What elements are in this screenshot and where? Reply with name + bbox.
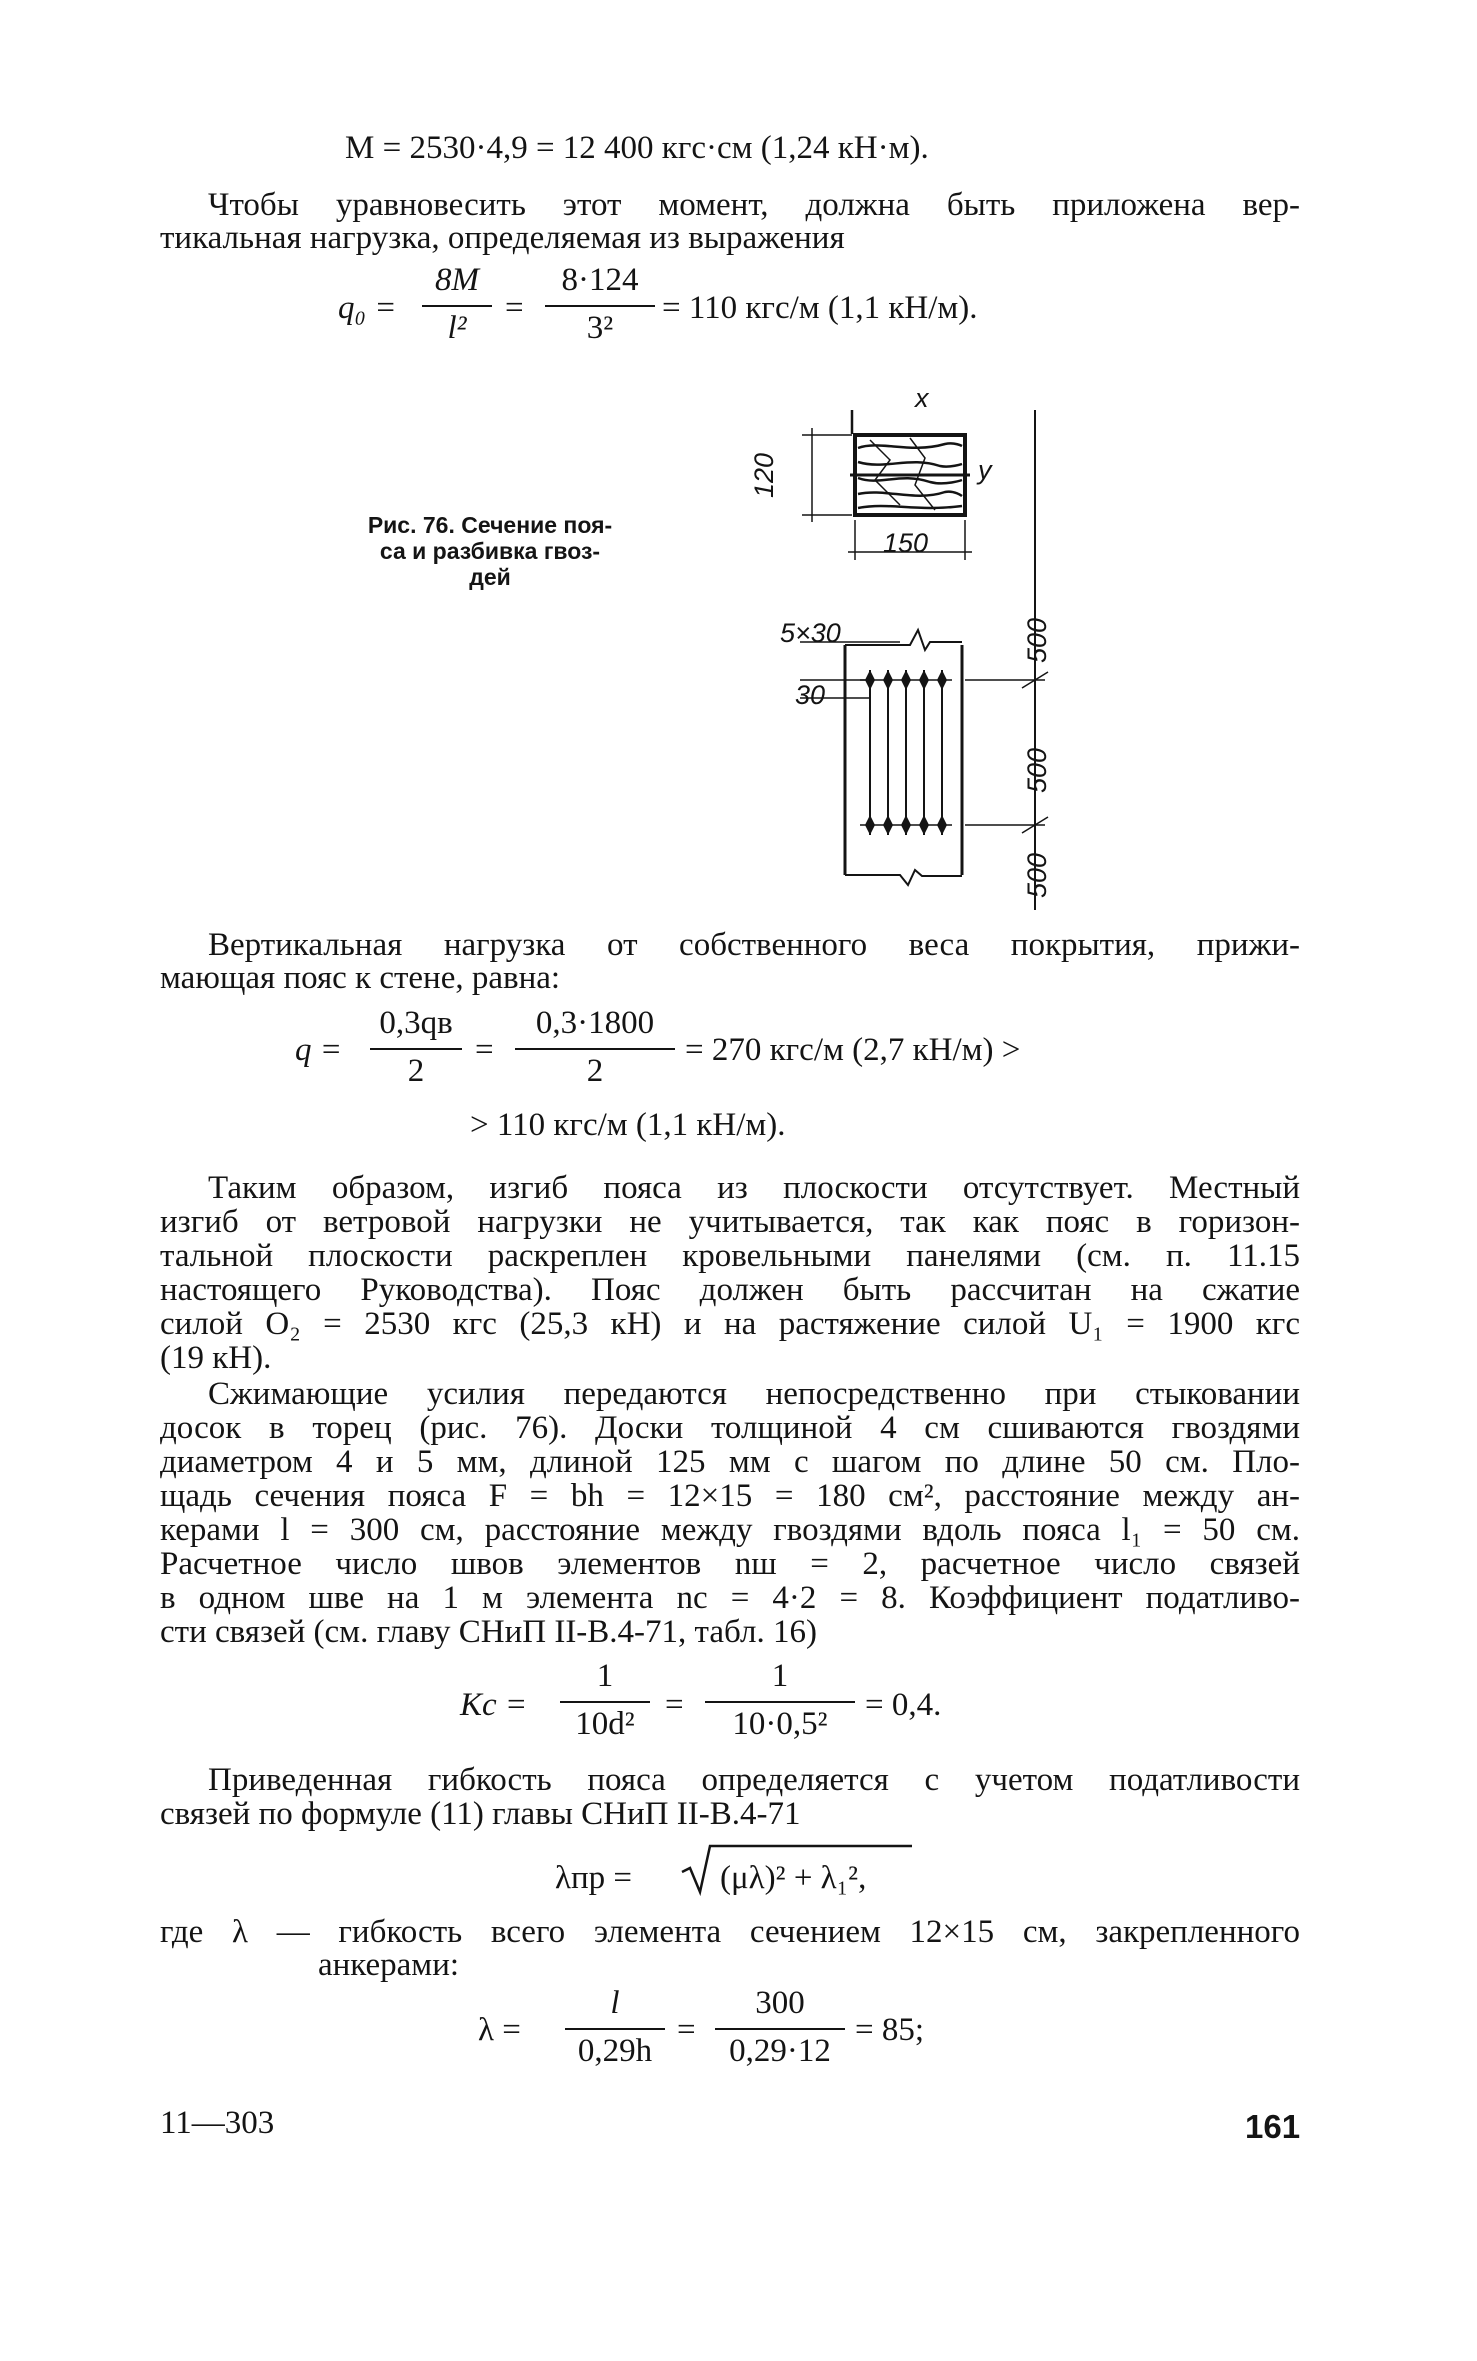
eq-q-den1: 2: [407, 1053, 425, 1089]
paragraph-4-line: керами l = 300 см, расстояние между гвоздями вдоль пояса l₁ = 50 см.: [160, 1512, 1300, 1548]
eq-lam-lhs: λ =: [478, 2012, 521, 2048]
eq-q-num2: 0,3·1800: [535, 1005, 655, 1041]
axis-x-label: x: [915, 383, 929, 413]
paragraph-3-line: настоящего Руководства). Пояс должен быть рассчитан на сжатие: [160, 1272, 1300, 1308]
dim-150: 150: [883, 528, 929, 558]
paragraph-4-line: сти связей (см. главу СНиП II-В.4-71, табл. 16): [160, 1614, 817, 1650]
eq-kc-bar2: [705, 1701, 855, 1703]
eq-lam-num1: l: [610, 1985, 620, 2021]
paragraph-2-line-2: мающая пояс к стене, равна:: [160, 960, 561, 996]
eq-lam-eq: =: [677, 2012, 696, 2048]
paragraph-5-line-2: связей по формуле (11) главы СНиП II-В.4-71: [160, 1796, 801, 1832]
eq-lam-bar2: [715, 2028, 845, 2030]
dim-30: 30: [795, 680, 826, 710]
eq-q0-lhs: q₀ =: [338, 290, 397, 326]
eq-kc-den1: 10d²: [575, 1706, 635, 1742]
eq-q0-num2: 8·124: [561, 262, 639, 298]
page-number: 161: [1245, 2108, 1301, 2145]
eq-q-continuation: > 110 кгс/м (1,1 кН/м).: [470, 1107, 786, 1143]
where-line-2: анкерами:: [318, 1947, 460, 1983]
axis-y-label: y: [978, 455, 992, 485]
eq-q0-den1: l²: [447, 310, 467, 346]
eq-q-bar1: [370, 1048, 462, 1050]
dim-500-top: 500: [1022, 617, 1053, 664]
eq-kc-num2: 1: [771, 1658, 789, 1694]
paragraph-3-line: силой O₂ = 2530 кгс (25,3 кН) и на растяжение силой U₁ = 1900 кгс: [160, 1306, 1300, 1342]
eq-lam-den2: 0,29·12: [729, 2033, 831, 2069]
paragraph-3-line: (19 кН).: [160, 1340, 272, 1376]
paragraph-4-line: диаметром 4 и 5 мм, длиной 125 мм с шагом по длине 50 см. Пло-: [160, 1444, 1300, 1480]
paragraph-3-line: тальной плоскости раскреплен кровельными панелями (см. п. 11.15: [160, 1238, 1300, 1274]
eq-kc-rhs: = 0,4.: [865, 1687, 942, 1723]
eq-kc-den2: 10·0,5²: [732, 1706, 828, 1742]
eq-q-eq: =: [475, 1032, 494, 1068]
dim-120: 120: [749, 452, 780, 499]
eq-kc-bar1: [560, 1701, 650, 1703]
eq-kc-lhs: Kс =: [460, 1687, 528, 1723]
eq-q0-rhs: = 110 кгс/м (1,1 кН/м).: [662, 290, 978, 326]
paragraph-4-line: Расчетное число швов элементов nш = 2, расчетное число связей: [160, 1546, 1300, 1582]
eq-lam-den1: 0,29h: [577, 2033, 653, 2069]
eq-q-num1: 0,3qв: [379, 1005, 453, 1041]
paragraph-4-line: досок в торец (рис. 76). Доски толщиной 4 см сшиваются гвоздями: [160, 1410, 1300, 1446]
figure-caption: [325, 512, 655, 590]
paragraph-3-line: изгиб от ветровой нагрузки не учитывается, так как пояс в горизон-: [160, 1204, 1300, 1240]
paragraph-4-line: Сжимающие усилия передаются непосредственно при стыковании: [208, 1376, 1300, 1412]
dim-500-middle: 500: [1022, 747, 1053, 794]
paragraph-1-line-1: Чтобы уравновесить этот момент, должна быть приложена вер-: [208, 187, 1300, 223]
eq-lam-bar1: [565, 2028, 665, 2030]
eq-lam-rhs: = 85;: [855, 2012, 925, 2048]
caption-line-2: са и разбивка гвоз-: [379, 538, 601, 564]
paragraph-5-line-1: Приведенная гибкость пояса определяется с учетом податливости: [208, 1762, 1300, 1798]
caption-line-1: Рис. 76. Сечение поя-: [367, 512, 613, 538]
eq-q0-bar2: [545, 305, 655, 307]
dim-500-bottom: 500: [1022, 852, 1053, 899]
dim-5x30: 5×30: [780, 618, 841, 648]
eq-q-den2: 2: [586, 1053, 604, 1089]
eq-q0-bar1: [422, 305, 492, 307]
eq-lam-num2: 300: [755, 1985, 805, 2021]
paragraph-2-line-1: Вертикальная нагрузка от собственного веса покрытия, прижи-: [208, 927, 1300, 963]
eq-lampr-radicand: (μλ)² + λ₁²,: [720, 1860, 867, 1896]
eq-kc-eq: =: [665, 1687, 684, 1723]
paragraph-4-line: щадь сечения пояса F = bh = 12×15 = 180 см², расстояние между ан-: [160, 1478, 1300, 1514]
eq-q0-den2: 3²: [586, 310, 614, 346]
eq-kc-num1: 1: [596, 1658, 614, 1694]
eq-q0-num1: 8M: [435, 262, 479, 298]
equation-moment: M = 2530·4,9 = 12 400 кгс·см (1,24 кН·м).: [345, 130, 929, 166]
eq-q-rhs: = 270 кгс/м (2,7 кН/м) >: [685, 1032, 1021, 1068]
paragraph-4-line: в одном шве на 1 м элемента nс = 4·2 = 8. Коэффициент податливо-: [160, 1580, 1300, 1616]
eq-q-lhs: q =: [295, 1032, 343, 1068]
eq-lampr-lhs: λпр =: [555, 1860, 633, 1896]
where-line-1: где λ — гибкость всего элемента сечением 12×15 см, закрепленного: [160, 1914, 1300, 1950]
footer-signature: 11—303: [160, 2105, 275, 2141]
paragraph-1-line-2: тикальная нагрузка, определяемая из выражения: [160, 220, 845, 256]
eq-q0-eq: =: [505, 290, 524, 326]
caption-line-3: дей: [469, 564, 511, 590]
paragraph-3-line: Таким образом, изгиб пояса из плоскости отсутствует. Местный: [208, 1170, 1300, 1206]
eq-q-bar2: [515, 1048, 675, 1050]
